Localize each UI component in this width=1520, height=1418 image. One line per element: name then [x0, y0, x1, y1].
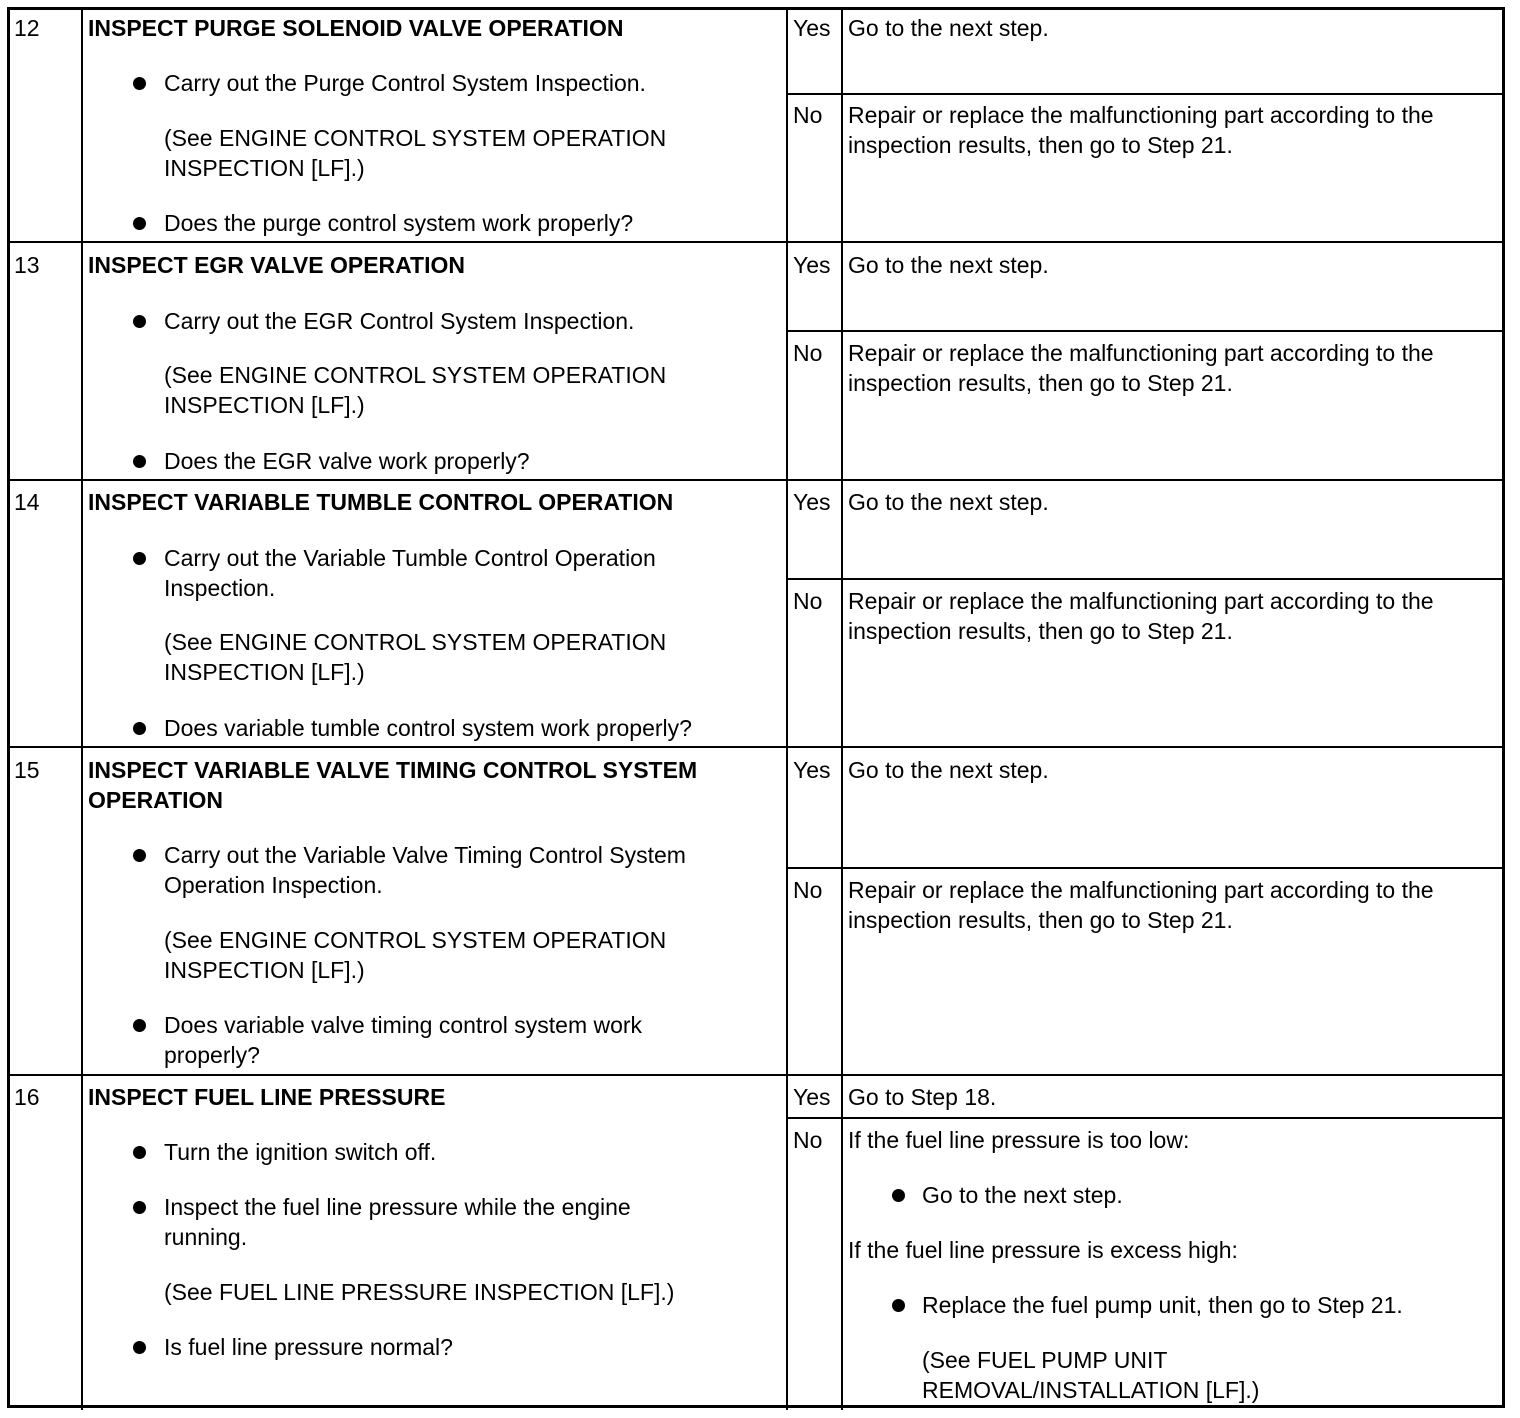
bullet-icon [133, 77, 146, 90]
yes-label: Yes [793, 15, 831, 41]
column-divider [786, 8, 788, 1410]
step-number: 14 [14, 489, 40, 515]
no-result: inspection results, then go to Step 21. [848, 370, 1233, 396]
step-title: OPERATION [88, 787, 224, 813]
step-title: INSPECT FUEL LINE PRESSURE [88, 1084, 446, 1110]
bullet-icon [133, 455, 146, 468]
action-text: running. [164, 1224, 248, 1250]
bullet-icon [133, 849, 146, 862]
bullet-icon [133, 552, 146, 565]
no-low-action: Go to the next step. [922, 1182, 1123, 1208]
yes-no-divider [787, 867, 1505, 869]
no-high-action: Replace the fuel pump unit, then go to Step 21. [922, 1292, 1403, 1318]
column-divider [841, 8, 843, 1410]
action-text: Turn the ignition switch off. [164, 1139, 437, 1165]
no-result: inspection results, then go to Step 21. [848, 618, 1233, 644]
yes-result: Go to the next step. [848, 15, 1049, 41]
no-label: No [793, 102, 823, 128]
reference-text: (See ENGINE CONTROL SYSTEM OPERATION [164, 927, 667, 953]
no-result: Repair or replace the malfunctioning part according to the [848, 588, 1434, 614]
reference-text: INSPECTION [LF].) [164, 392, 365, 418]
no-high-reference: REMOVAL/INSTALLATION [LF].) [922, 1377, 1260, 1403]
no-label: No [793, 340, 823, 366]
reference-text: (See ENGINE CONTROL SYSTEM OPERATION [164, 629, 667, 655]
row-divider [8, 479, 1505, 481]
question-text: Does the purge control system work properly? [164, 210, 634, 236]
reference-text: INSPECTION [LF].) [164, 957, 365, 983]
question-text: properly? [164, 1042, 260, 1068]
question-text: Is fuel line pressure normal? [164, 1334, 453, 1360]
bullet-icon [133, 722, 146, 735]
step-title: INSPECT EGR VALVE OPERATION [88, 252, 465, 278]
bullet-icon [133, 1146, 146, 1159]
yes-result: Go to the next step. [848, 489, 1049, 515]
no-result: Repair or replace the malfunctioning part according to the [848, 877, 1434, 903]
yes-result: Go to the next step. [848, 757, 1049, 783]
yes-label: Yes [793, 489, 831, 515]
action-text: Inspection. [164, 575, 276, 601]
no-result: Repair or replace the malfunctioning part according to the [848, 102, 1434, 128]
step-title: INSPECT VARIABLE TUMBLE CONTROL OPERATION [88, 489, 674, 515]
reference-text: INSPECTION [LF].) [164, 659, 365, 685]
row-divider [8, 746, 1505, 748]
step-title: INSPECT VARIABLE VALVE TIMING CONTROL SYSTEM [88, 757, 698, 783]
step-number: 13 [14, 252, 40, 278]
action-text: Operation Inspection. [164, 872, 383, 898]
action-text: Carry out the Variable Tumble Control Operation [164, 545, 656, 571]
question-text: Does the EGR valve work properly? [164, 448, 530, 474]
no-label: No [793, 877, 823, 903]
no-result: Repair or replace the malfunctioning part according to the [848, 340, 1434, 366]
no-label: No [793, 588, 823, 614]
step-number: 15 [14, 757, 40, 783]
bullet-icon [133, 315, 146, 328]
yes-result: Go to the next step. [848, 252, 1049, 278]
yes-label: Yes [793, 757, 831, 783]
bullet-icon [133, 1341, 146, 1354]
reference-text: (See FUEL LINE PRESSURE INSPECTION [LF].) [164, 1279, 675, 1305]
no-result: inspection results, then go to Step 21. [848, 907, 1233, 933]
yes-no-divider [787, 93, 1505, 95]
no-result: inspection results, then go to Step 21. [848, 132, 1233, 158]
yes-label: Yes [793, 1084, 831, 1110]
action-text: Carry out the Variable Valve Timing Control System [164, 842, 686, 868]
reference-text: (See ENGINE CONTROL SYSTEM OPERATION [164, 125, 667, 151]
yes-no-divider [787, 1117, 1505, 1119]
bullet-icon [133, 217, 146, 230]
step-title: INSPECT PURGE SOLENOID VALVE OPERATION [88, 15, 624, 41]
step-number: 16 [14, 1084, 40, 1110]
no-high-reference: (See FUEL PUMP UNIT [922, 1347, 1168, 1373]
yes-label: Yes [793, 252, 831, 278]
bullet-icon [133, 1201, 146, 1214]
yes-result: Go to Step 18. [848, 1084, 997, 1110]
bullet-icon [133, 1019, 146, 1032]
bullet-icon [892, 1299, 905, 1312]
action-text: Carry out the Purge Control System Inspection. [164, 70, 646, 96]
no-condition-high: If the fuel line pressure is excess high: [848, 1237, 1238, 1263]
reference-text: (See ENGINE CONTROL SYSTEM OPERATION [164, 362, 667, 388]
question-text: Does variable valve timing control system work [164, 1012, 643, 1038]
column-divider [81, 8, 83, 1410]
row-divider [8, 241, 1505, 243]
reference-text: INSPECTION [LF].) [164, 155, 365, 181]
yes-no-divider [787, 578, 1505, 580]
yes-no-divider [787, 330, 1505, 332]
bullet-icon [892, 1189, 905, 1202]
row-divider [8, 1074, 1505, 1076]
action-text: Inspect the fuel line pressure while the engine [164, 1194, 631, 1220]
step-number: 12 [14, 15, 40, 41]
no-label: No [793, 1127, 823, 1153]
question-text: Does variable tumble control system work properly? [164, 715, 692, 741]
action-text: Carry out the EGR Control System Inspection. [164, 308, 635, 334]
no-condition-low: If the fuel line pressure is too low: [848, 1127, 1190, 1153]
